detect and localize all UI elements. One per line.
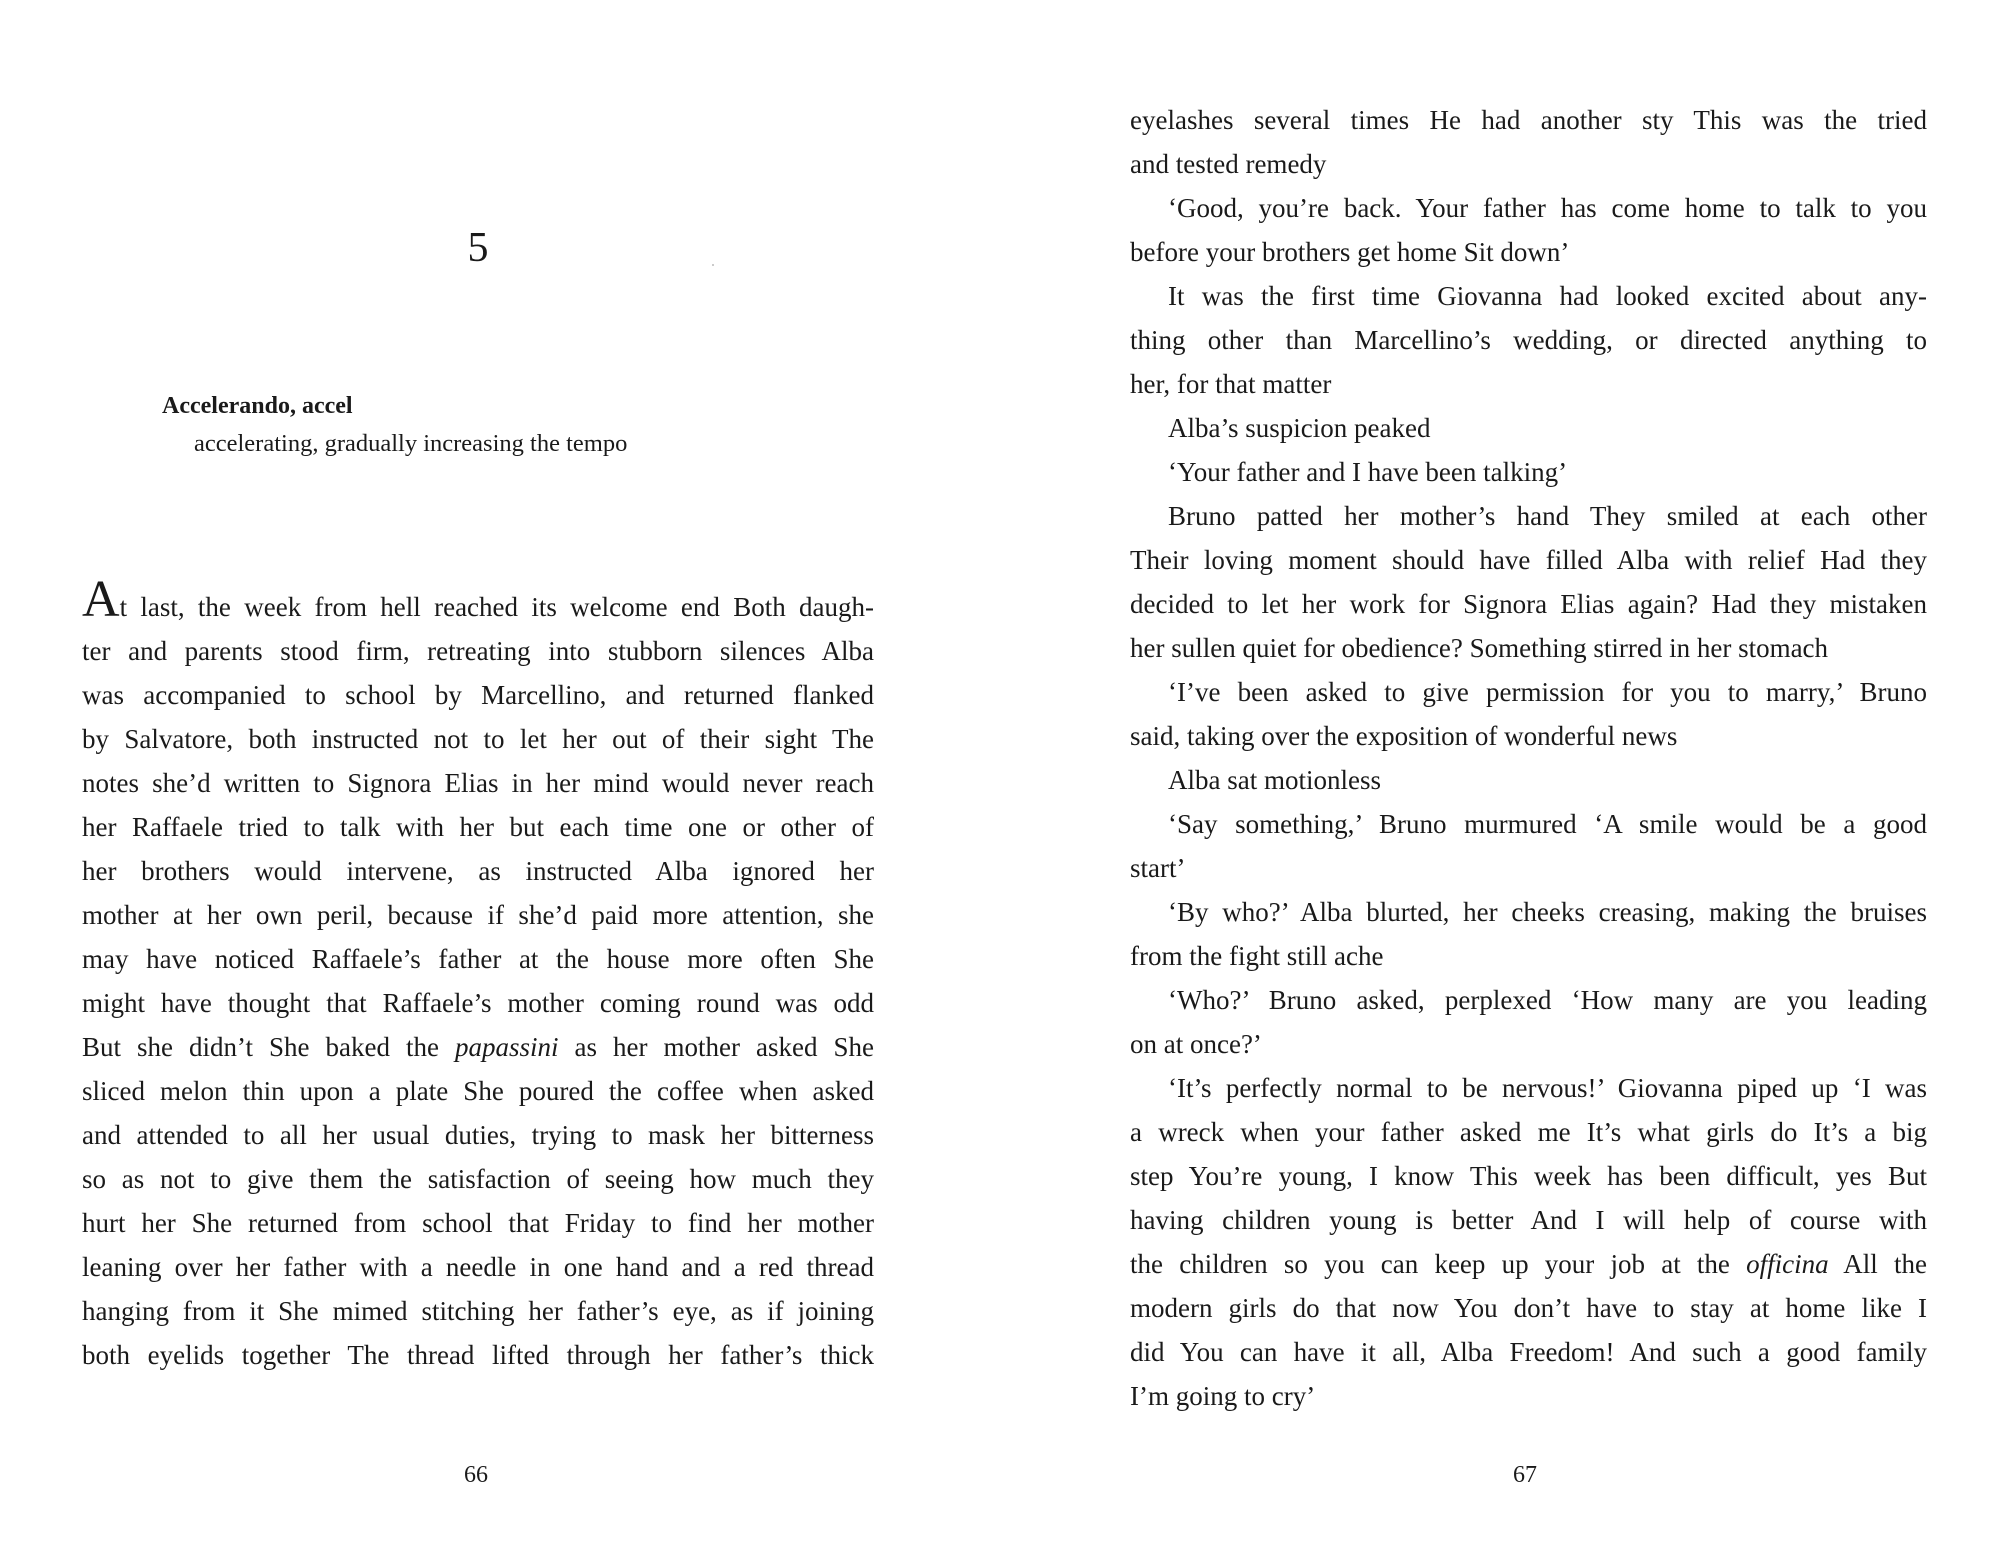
text-line: on at once?’ xyxy=(1130,1029,1262,1059)
text-line: her sullen quiet for obedience? Something stirred in her stomach xyxy=(1130,633,1829,663)
epigraph xyxy=(162,388,862,464)
text-line: her, for that matter xyxy=(1130,369,1332,399)
text-line: ‘By who?’ Alba blurted, her cheeks creasing, making the bruises xyxy=(1168,897,1927,927)
text-line: It was the first time Giovanna had looked excited about any- xyxy=(1168,281,1927,311)
text-line: decided to let her work for Signora Elias again? Had they mistaken xyxy=(1130,589,1927,619)
text-line: eyelashes several times He had another sty This was the tried xyxy=(1130,105,1927,135)
text-line: start’ xyxy=(1130,853,1186,883)
print-speck xyxy=(712,264,714,266)
text-line: Alba sat motionless xyxy=(1168,765,1381,795)
text-line: Alba’s suspicion peaked xyxy=(1168,413,1431,443)
text-line: may have noticed Raffaele’s father at the house more often She xyxy=(82,944,874,974)
epigraph-term: Accelerando, accel xyxy=(162,393,353,419)
text-line: mother at her own peril, because if she’d paid more attention, she xyxy=(82,900,874,930)
left-body-text xyxy=(82,571,875,1377)
drop-cap: A xyxy=(82,571,120,628)
text-line: before your brothers get home Sit down’ xyxy=(1130,237,1570,267)
page-number-right: 67 xyxy=(1513,1462,1537,1488)
text-line: thing other than Marcellino’s wedding, or directed anything to xyxy=(1130,325,1927,355)
text-line: step You’re young, I know This week has been difficult, yes But xyxy=(1130,1161,1927,1191)
text-line: a wreck when your father asked me It’s what girls do It’s a big xyxy=(1130,1117,1927,1147)
epigraph-definition: accelerating, gradually increasing the tempo xyxy=(194,430,628,457)
text-line: At last, the week from hell reached its welcome end Both daugh- xyxy=(82,571,874,628)
text-line: ‘I’ve been asked to give permission for you to marry,’ Bruno xyxy=(1168,677,1927,707)
text-line: and tested remedy xyxy=(1130,149,1327,179)
text-line: was accompanied to school by Marcellino, and returned flanked xyxy=(82,680,874,710)
right-body-text xyxy=(1130,98,1927,1418)
text-line: notes she’d written to Signora Elias in her mind would never reach xyxy=(82,768,874,798)
chapter-number: 5 xyxy=(467,225,489,271)
text-line: the children so you can keep up your job at the officina All the xyxy=(1130,1249,1927,1279)
text-line: Bruno patted her mother’s hand They smiled at each other xyxy=(1168,501,1927,531)
text-line: Their loving moment should have filled Alba with relief Had they xyxy=(1130,545,1927,575)
text-line: modern girls do that now You don’t have to stay at home like I xyxy=(1130,1293,1927,1323)
text-line: hurt her She returned from school that Friday to find her mother xyxy=(82,1208,874,1238)
text-line: from the fight still ache xyxy=(1130,941,1384,971)
text-line: said, taking over the exposition of wonderful news xyxy=(1130,721,1678,751)
text-line: both eyelids together The thread lifted through her father’s thick xyxy=(82,1340,874,1370)
text-line: I’m going to cry’ xyxy=(1130,1381,1316,1411)
text-line: might have thought that Raffaele’s mother coming round was odd xyxy=(82,988,874,1018)
text-line: ‘It’s perfectly normal to be nervous!’ Giovanna piped up ‘I was xyxy=(1168,1073,1927,1103)
text-line: did You can have it all, Alba Freedom! And such a good family xyxy=(1130,1337,1927,1367)
text-line: ‘Who?’ Bruno asked, perplexed ‘How many are you leading xyxy=(1168,985,1927,1015)
text-line: her brothers would intervene, as instructed Alba ignored her xyxy=(82,856,874,886)
page-number-left: 66 xyxy=(464,1462,488,1488)
text-line: But she didn’t She baked the papassini as her mother asked She xyxy=(82,1032,875,1062)
text-line: ‘Your father and I have been talking’ xyxy=(1168,457,1568,487)
right-page xyxy=(1000,0,2000,1553)
text-line: by Salvatore, both instructed not to let her out of their sight The xyxy=(82,724,874,754)
text-line: ter and parents stood firm, retreating into stubborn silences Alba xyxy=(82,636,874,666)
text-line: having children young is better And I will help of course with xyxy=(1130,1205,1927,1235)
text-line: ‘Good, you’re back. Your father has come home to talk to you xyxy=(1168,193,1927,223)
text-line: ‘Say something,’ Bruno murmured ‘A smile would be a good xyxy=(1168,809,1927,839)
text-line: sliced melon thin upon a plate She poured the coffee when asked xyxy=(82,1076,874,1106)
text-line: leaning over her father with a needle in one hand and a red thread xyxy=(82,1252,874,1282)
text-line: hanging from it She mimed stitching her father’s eye, as if joining xyxy=(82,1296,874,1326)
text-line: and attended to all her usual duties, trying to mask her bitterness xyxy=(82,1120,874,1150)
text-line: her Raffaele tried to talk with her but each time one or other of xyxy=(82,812,874,842)
text-line: so as not to give them the satisfaction of seeing how much they xyxy=(82,1164,874,1194)
